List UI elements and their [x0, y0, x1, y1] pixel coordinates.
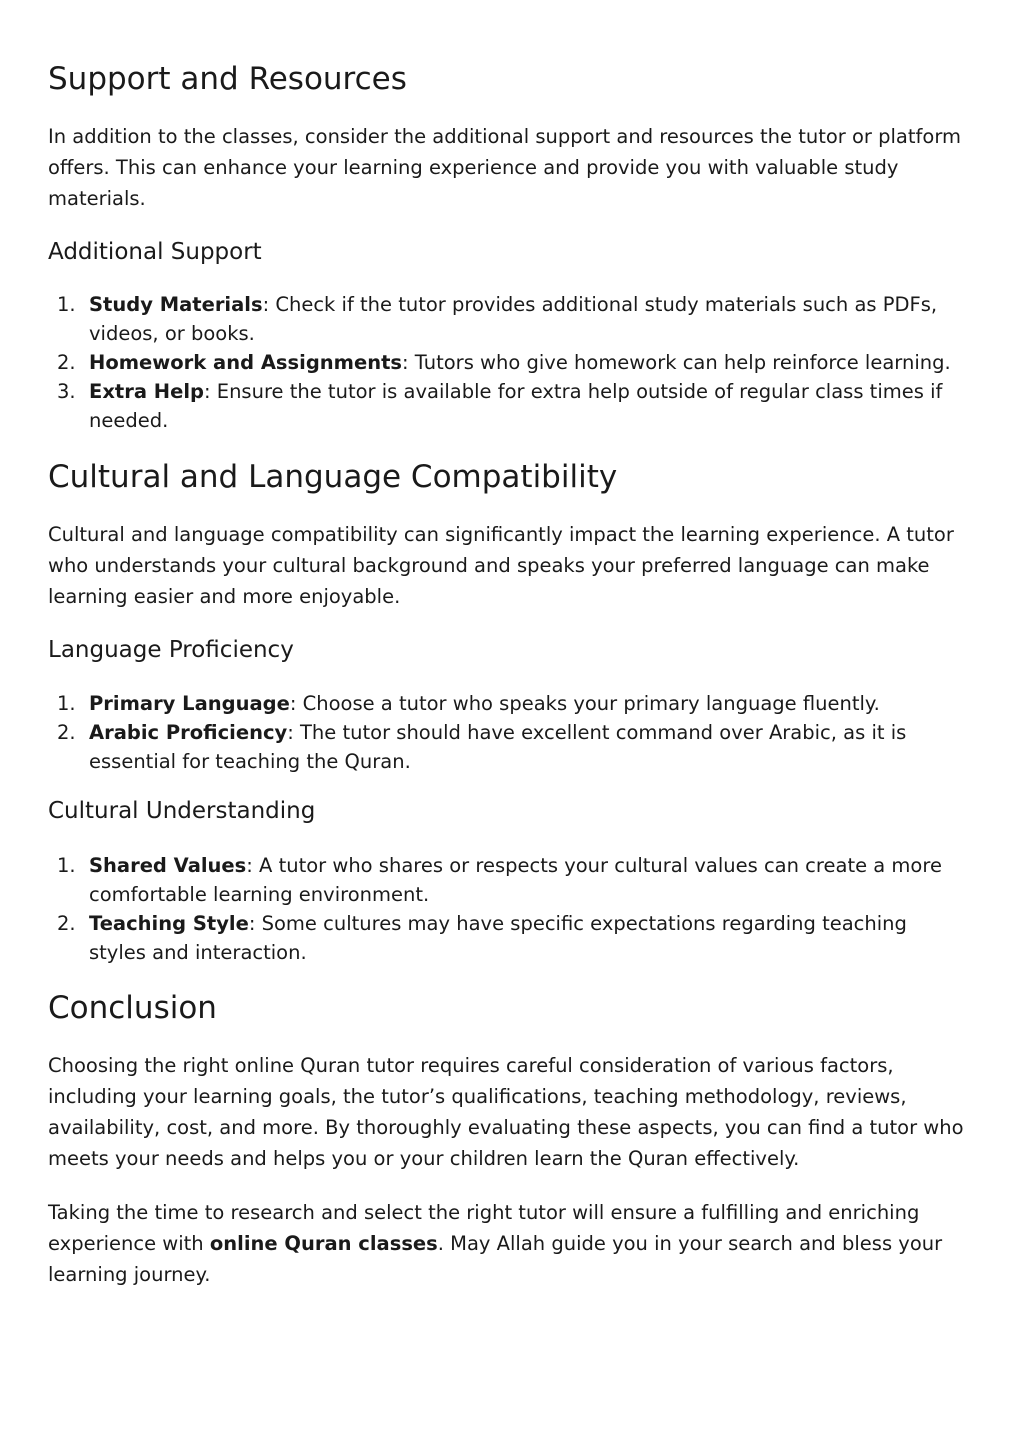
list-item-term: Extra Help [89, 380, 204, 403]
list-item-term: Homework and Assignments [89, 351, 403, 374]
conclusion-text-before: Taking the time to research and select the right tutor will ensure a fulfilling and enriching experience with [48, 1201, 920, 1255]
cultural-intro-paragraph: Cultural and language compatibility can significantly impact the learning experience. A tutor who understands your cultural background and speaks your preferred language can make learning easier and more enjoyable. [48, 523, 954, 608]
list-item-term: Primary Language [89, 692, 290, 715]
list-item [48, 909, 970, 967]
subsection-title-additional-support: Additional Support [48, 239, 262, 265]
list-number: 1. [57, 293, 76, 316]
list-item-term: Arabic Proficiency [89, 721, 288, 744]
support-intro-paragraph: In addition to the classes, consider the additional support and resources the tutor or platform offers. This can enhance your learning experience and provide you with valuable study materials. [48, 125, 961, 210]
cultural-understanding-list [48, 851, 970, 967]
list-item-term: Shared Values [89, 854, 247, 877]
conclusion-paragraph-2 [48, 1197, 970, 1290]
list-item [48, 851, 970, 909]
language-proficiency-list [48, 689, 970, 776]
section-title-cultural: Cultural and Language Compatibility [48, 459, 618, 495]
list-item-term: Teaching Style [89, 912, 249, 935]
list-item-text: : A tutor who shares or respects your cultural values can create a more comfortable learning environment. [89, 854, 942, 906]
list-item-text: : Choose a tutor who speaks your primary language fluently. [289, 692, 880, 715]
list-item-term: Study Materials [89, 293, 263, 316]
section-title-support: Support and Resources [48, 61, 407, 97]
list-item-text: : Check if the tutor provides additional study materials such as PDFs, videos, or books. [89, 293, 938, 345]
list-item [48, 377, 970, 435]
list-number: 3. [57, 380, 76, 403]
conclusion-paragraph-1: Choosing the right online Quran tutor requires careful consideration of various factors, including your learning goals, the tutor’s qualifications, teaching methodology, reviews, availability, cost, and more. By thoroughly evaluating these aspects, you can find a tutor who meets your needs and helps you or your children learn the Quran effectively. [48, 1054, 964, 1170]
list-number: 2. [57, 351, 76, 374]
additional-support-list [48, 290, 970, 435]
list-number: 2. [57, 721, 76, 744]
list-item [48, 689, 970, 718]
list-item-text: : Some cultures may have specific expectations regarding teaching styles and interaction. [89, 912, 907, 964]
list-item-text: : The tutor should have excellent command over Arabic, as it is essential for teaching the Quran. [89, 721, 907, 773]
section-title-conclusion: Conclusion [48, 990, 217, 1026]
list-item-text: : Tutors who give homework can help reinforce learning. [402, 351, 951, 374]
subsection-title-cultural-understanding: Cultural Understanding [48, 798, 316, 824]
list-item [48, 718, 970, 776]
list-number: 2. [57, 912, 76, 935]
list-item-text: : Ensure the tutor is available for extra help outside of regular class times if needed. [89, 380, 943, 432]
list-number: 1. [57, 854, 76, 877]
list-item [48, 348, 970, 377]
online-quran-classes-emphasis: online Quran classes [209, 1232, 438, 1255]
list-item [48, 290, 970, 348]
subsection-title-language-proficiency: Language Proficiency [48, 637, 294, 663]
conclusion-text-after: . May Allah guide you in your search and bless your learning journey. [48, 1232, 943, 1286]
list-number: 1. [57, 692, 76, 715]
